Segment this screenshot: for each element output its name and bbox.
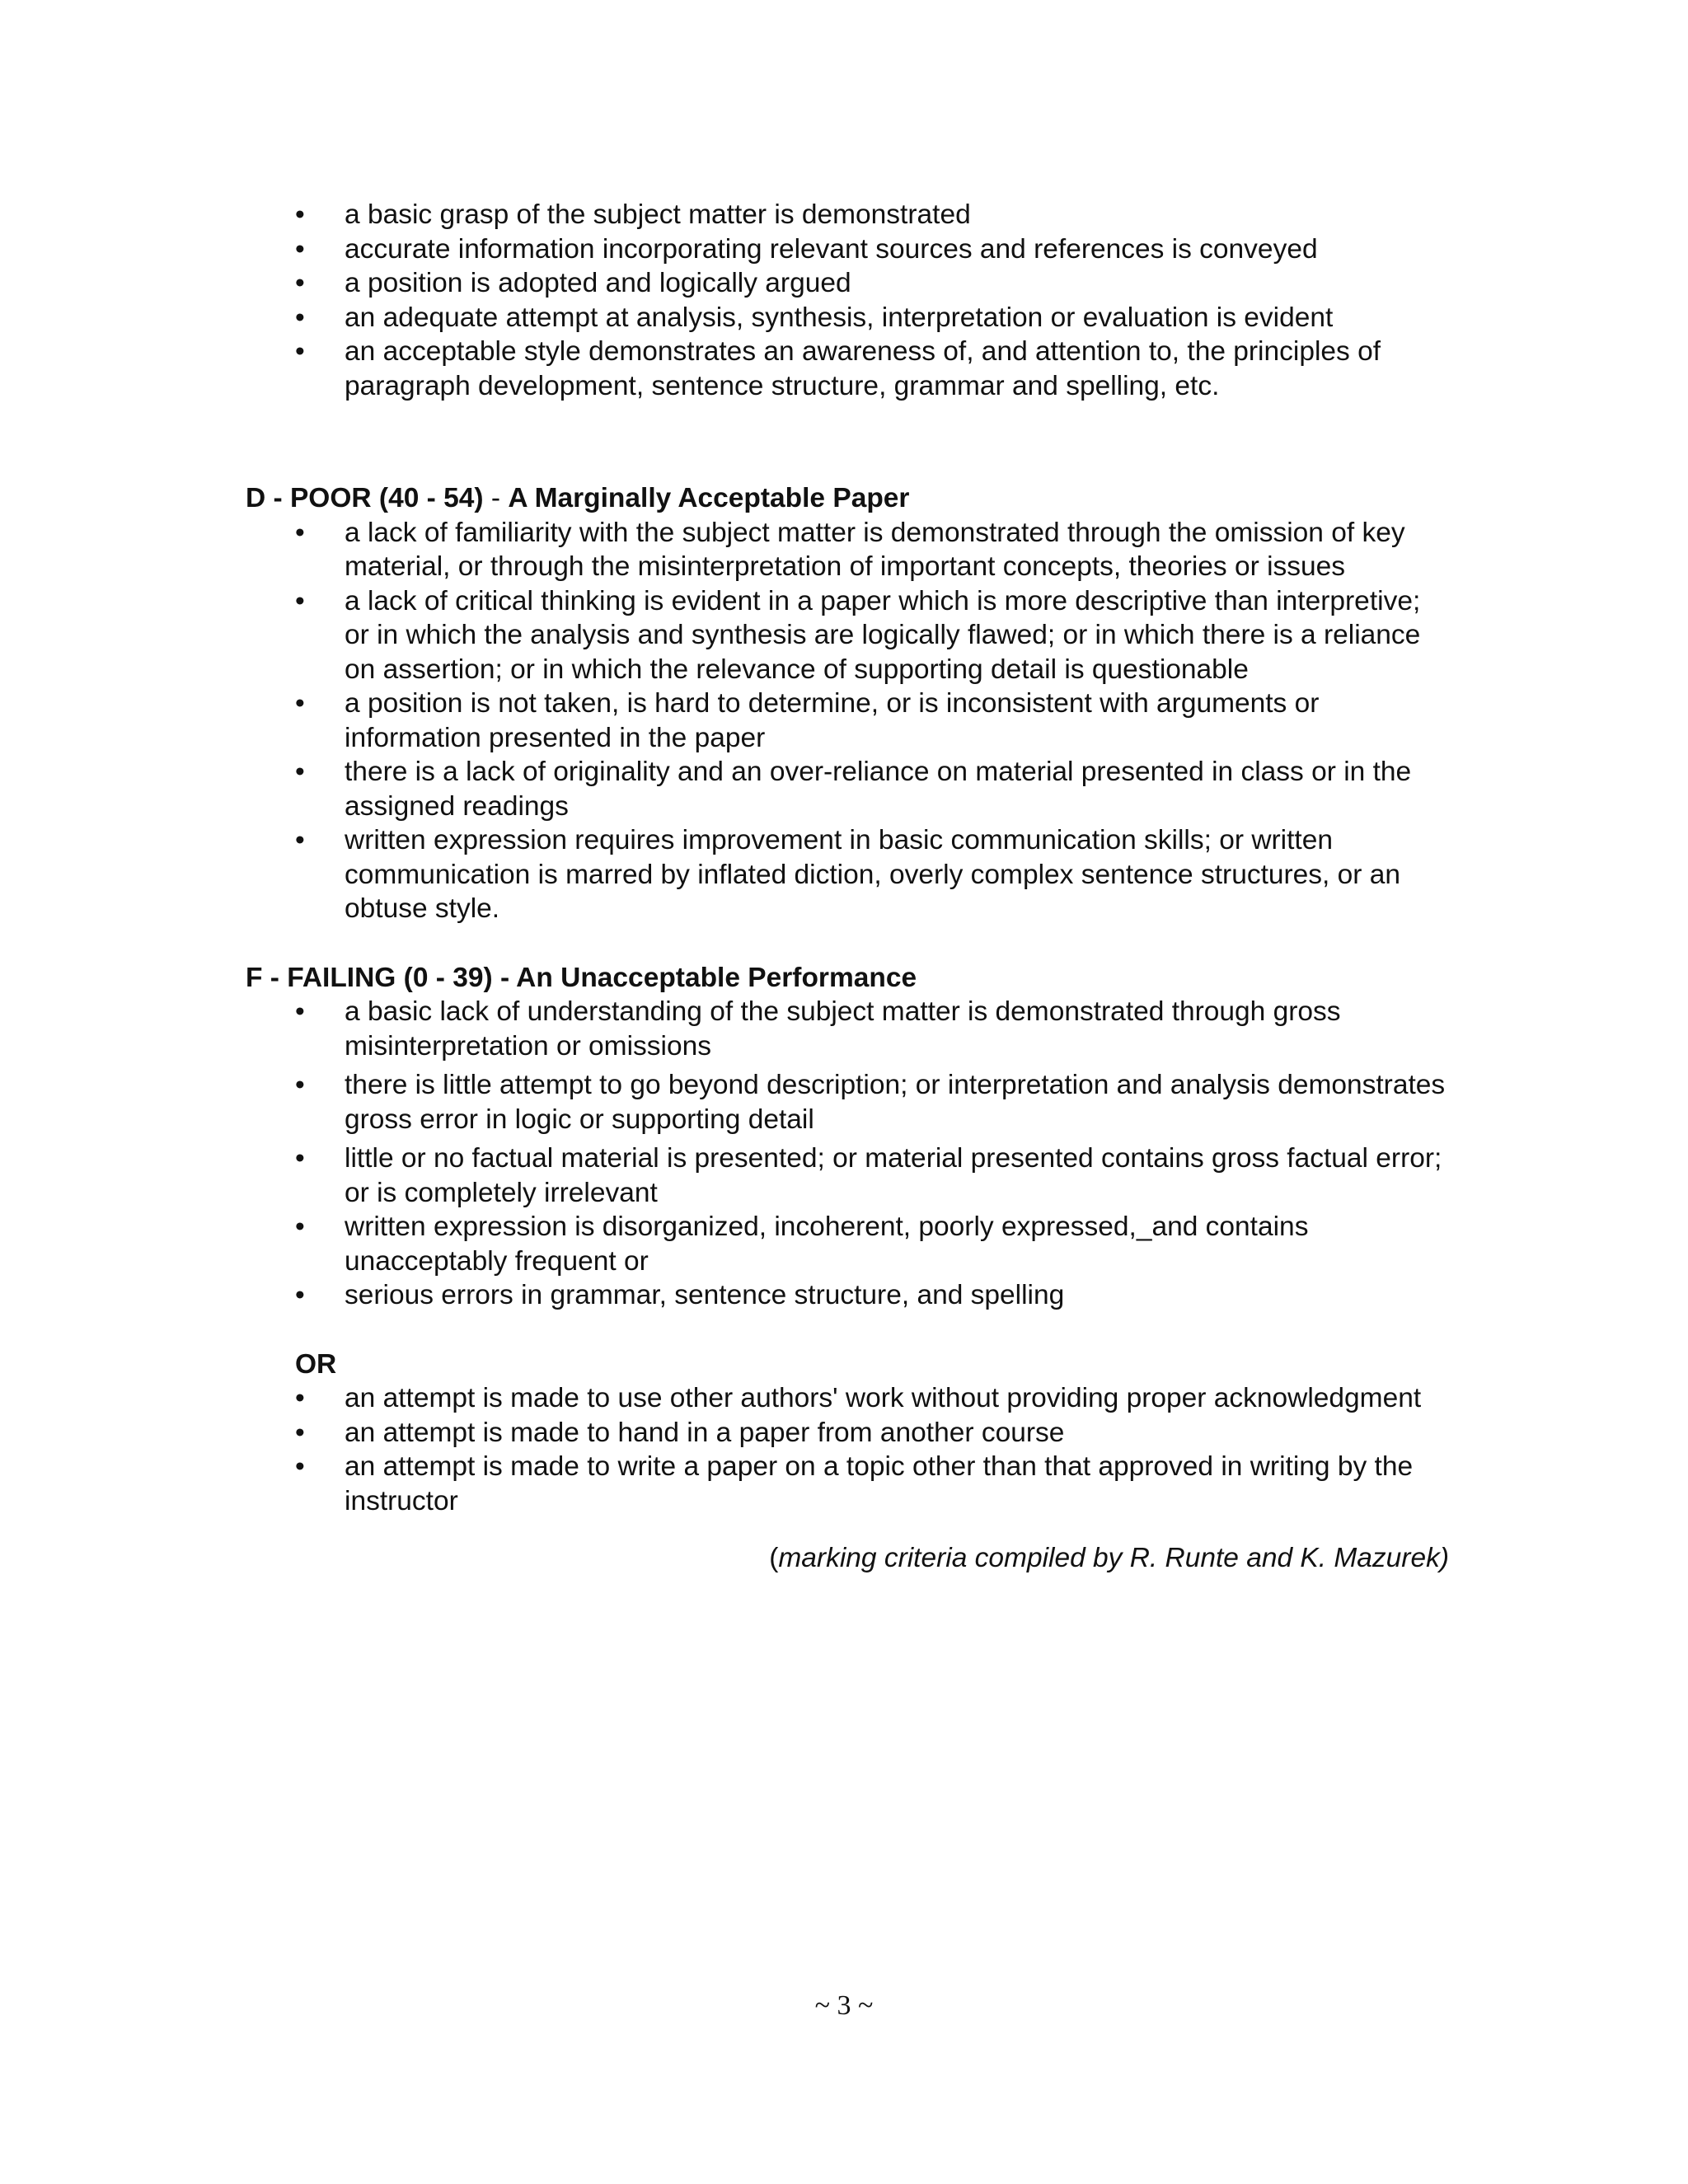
list-item — [295, 687, 1449, 755]
f-grade-or-criteria-list — [246, 1381, 1449, 1518]
bullet-icon: • — [295, 688, 305, 719]
list-item — [295, 516, 1449, 584]
list-item — [295, 266, 1449, 301]
bullet-icon: • — [295, 1417, 305, 1448]
page-number: ~ 3 ~ — [814, 1990, 874, 2021]
list-item — [295, 198, 1449, 232]
bullet-icon: • — [295, 1280, 305, 1310]
list-item — [295, 1278, 1449, 1313]
list-item-text: accurate information incorporating relevant sources and references is conveyed — [345, 233, 1318, 265]
list-item-text: an adequate attempt at analysis, synthesis, interpretation or evaluation is evident — [345, 302, 1334, 333]
bullet-icon: • — [295, 757, 305, 787]
list-item-text: written expression is disorganized, incoherent, poorly expressed,_and contains unacceptably frequent or — [345, 1212, 1309, 1277]
list-item — [295, 1416, 1449, 1451]
credit-close-paren: ) — [1439, 1543, 1449, 1573]
list-item-text: an attempt is made to hand in a paper from another course — [345, 1417, 1065, 1448]
list-item — [295, 1450, 1449, 1518]
list-item-text: a basic grasp of the subject matter is demonstrated — [345, 199, 971, 230]
list-item — [295, 995, 1449, 1063]
bullet-icon: • — [295, 1383, 305, 1413]
d-grade-description: A Marginally Acceptable Paper — [508, 483, 910, 513]
list-item-text: there is a lack of originality and an over-reliance on material presented in class or in the assigned readings — [345, 757, 1412, 822]
list-item-text: a lack of familiarity with the subject matter is demonstrated through the omission of key material, or through the misinterpretation of important concepts, theories or issues — [345, 517, 1405, 582]
list-item-text: little or no factual material is presented; or material presented contains gross factual error; or is completely irrelevant — [345, 1143, 1442, 1208]
list-item — [295, 755, 1449, 823]
list-item-text: a position is adopted and logically argued — [345, 268, 851, 298]
or-label: OR — [295, 1348, 337, 1380]
list-item-text: there is little attempt to go beyond description; or interpretation and analysis demonstrates gross error in logic or supporting detail — [345, 1070, 1446, 1135]
list-item — [295, 1141, 1449, 1210]
bullet-icon: • — [295, 336, 305, 367]
bullet-icon: • — [295, 1451, 305, 1482]
d-grade-label: D - POOR (40 - 54) — [246, 483, 484, 513]
bullet-icon: • — [295, 1212, 305, 1242]
f-grade-heading: F - FAILING (0 - 39) - An Unacceptable Performance — [246, 962, 917, 993]
list-item — [295, 1068, 1449, 1137]
bullet-icon: • — [295, 233, 305, 265]
list-item-text: a lack of critical thinking is evident in a paper which is more descriptive than interpretive; or in which the analysis and synthesis are logically flawed; or in which there is a reliance on assertion; or in which the relevance of supporting detail is questionable — [345, 585, 1421, 685]
list-item-text: an attempt is made to write a paper on a topic other than that approved in writing by the instructor — [345, 1451, 1414, 1516]
bullet-icon: • — [295, 199, 305, 230]
page-content — [246, 198, 1449, 1576]
bullet-icon: • — [295, 302, 305, 333]
list-item-text: a basic lack of understanding of the subject matter is demonstrated through gross misinterpretation or omissions — [345, 996, 1341, 1062]
list-item — [295, 335, 1449, 403]
d-grade-heading — [246, 481, 1449, 516]
bullet-icon: • — [295, 825, 305, 855]
list-item — [295, 1381, 1449, 1416]
bullet-icon: • — [295, 1070, 305, 1100]
bullet-icon: • — [295, 517, 305, 548]
list-item — [295, 584, 1449, 687]
list-item-text: a position is not taken, is hard to determine, or is inconsistent with arguments or information presented in the paper — [345, 688, 1320, 753]
bullet-icon: • — [295, 585, 305, 616]
f-grade-criteria-list — [246, 995, 1449, 1313]
list-item-text: written expression requires improvement in basic communication skills; or written communication is marred by inflated diction, overly complex sentence structures, or an obtuse style. — [345, 825, 1401, 924]
list-item — [295, 1210, 1449, 1278]
list-item-text: an acceptable style demonstrates an awareness of, and attention to, the principles of paragraph development, sentence structure, grammar and spelling, etc. — [345, 336, 1381, 401]
bullet-icon: • — [295, 1143, 305, 1174]
list-item — [295, 301, 1449, 335]
bullet-icon: • — [295, 268, 305, 298]
bullet-icon: • — [295, 996, 305, 1027]
list-item — [295, 232, 1449, 267]
credit-open-paren: ( — [769, 1543, 779, 1573]
d-heading-separator: - — [483, 483, 509, 513]
credit-text: marking criteria compiled by R. Runte and K. Mazurek — [778, 1543, 1440, 1573]
marking-credit — [246, 1541, 1449, 1576]
c-grade-criteria-list — [246, 198, 1449, 403]
list-item-text: an attempt is made to use other authors' work without providing proper acknowledgment — [345, 1383, 1422, 1413]
list-item-text: serious errors in grammar, sentence structure, and spelling — [345, 1280, 1065, 1310]
list-item — [295, 823, 1449, 926]
d-grade-criteria-list — [246, 516, 1449, 926]
